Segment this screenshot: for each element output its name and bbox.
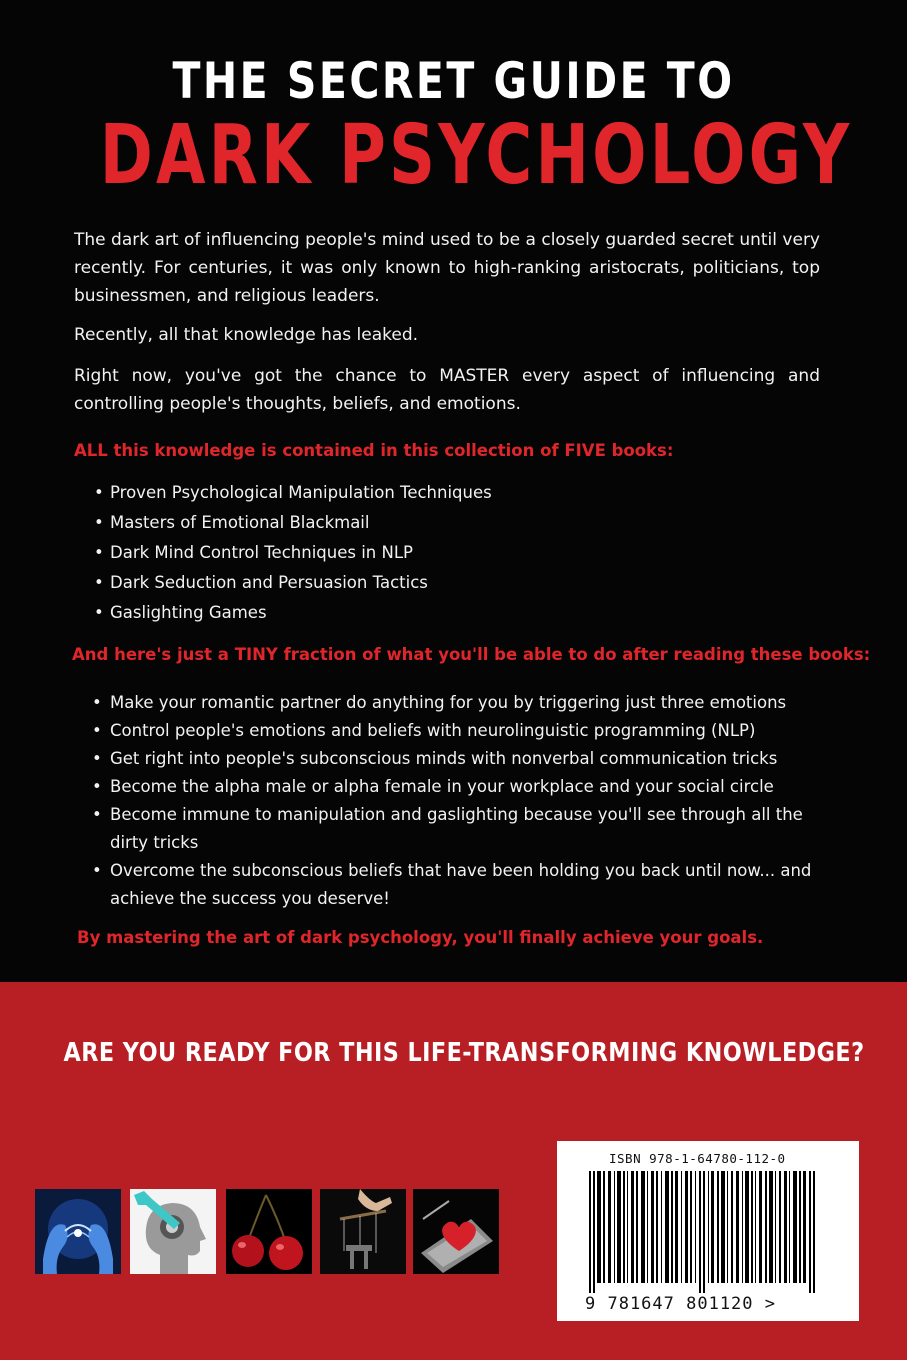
heart-trap-icon bbox=[413, 1189, 499, 1274]
books-list bbox=[94, 478, 492, 628]
book-item: • Proven Psychological Manipulation Techniques bbox=[94, 478, 492, 508]
benefits-list bbox=[92, 689, 832, 913]
book-item: • Gaslighting Games bbox=[94, 598, 492, 628]
title-line-1: THE SECRET GUIDE TO bbox=[172, 52, 735, 110]
benefits-heading: And here's just a TINY fraction of what you'll be able to do after reading these books: bbox=[72, 645, 871, 664]
book-item: • Dark Mind Control Techniques in NLP bbox=[94, 538, 492, 568]
barcode-bars bbox=[589, 1171, 827, 1293]
call-to-action-question: ARE YOU READY FOR THIS LIFE-TRANSFORMING KNOWLEDGE? bbox=[63, 1038, 865, 1068]
book-item: • Dark Seduction and Persuasion Tactics bbox=[94, 568, 492, 598]
benefit-item: • Control people's emotions and beliefs with neurolinguistic programming (NLP) bbox=[92, 717, 832, 745]
books-heading: ALL this knowledge is contained in this collection of FIVE books: bbox=[74, 441, 674, 460]
book-item: • Masters of Emotional Blackmail bbox=[94, 508, 492, 538]
faces-energy-icon bbox=[35, 1189, 121, 1274]
barcode-digits: 9 781647 801120 > bbox=[585, 1294, 776, 1314]
benefit-item: • Become the alpha male or alpha female in your workplace and your social circle bbox=[92, 773, 832, 801]
intro-paragraph-2: Recently, all that knowledge has leaked. bbox=[74, 325, 419, 345]
puppet-strings-icon bbox=[320, 1189, 406, 1274]
benefit-item: • Make your romantic partner do anything for you by triggering just three emotions bbox=[92, 689, 832, 717]
closing-line: By mastering the art of dark psychology, you'll finally achieve your goals. bbox=[77, 928, 764, 947]
intro-paragraph-3: Right now, you've got the chance to MASTER every aspect of influencing and controlling people's thoughts, beliefs, and emotions. bbox=[74, 366, 820, 414]
benefit-item: • Overcome the subconscious beliefs that have been holding you back until now... and achieve the success you deserve! bbox=[92, 857, 832, 913]
benefit-item: • Get right into people's subconscious minds with nonverbal communication tricks bbox=[92, 745, 832, 773]
benefit-item: • Become immune to manipulation and gaslighting because you'll see through all the dirty tricks bbox=[92, 801, 832, 857]
cherries-icon bbox=[226, 1189, 312, 1274]
isbn-barcode bbox=[557, 1141, 859, 1321]
head-wrench-icon bbox=[130, 1189, 216, 1274]
intro-paragraph-1: The dark art of influencing people's mind used to be a closely guarded secret until very recently. For centuries, it was only known to high-ranking aristocrats, politicians, top businessmen, and religious leaders. bbox=[74, 230, 820, 306]
title-line-2: DARK PSYCHOLOGY bbox=[99, 108, 853, 203]
isbn-label: ISBN 978-1-64780-112-0 bbox=[609, 1151, 786, 1166]
